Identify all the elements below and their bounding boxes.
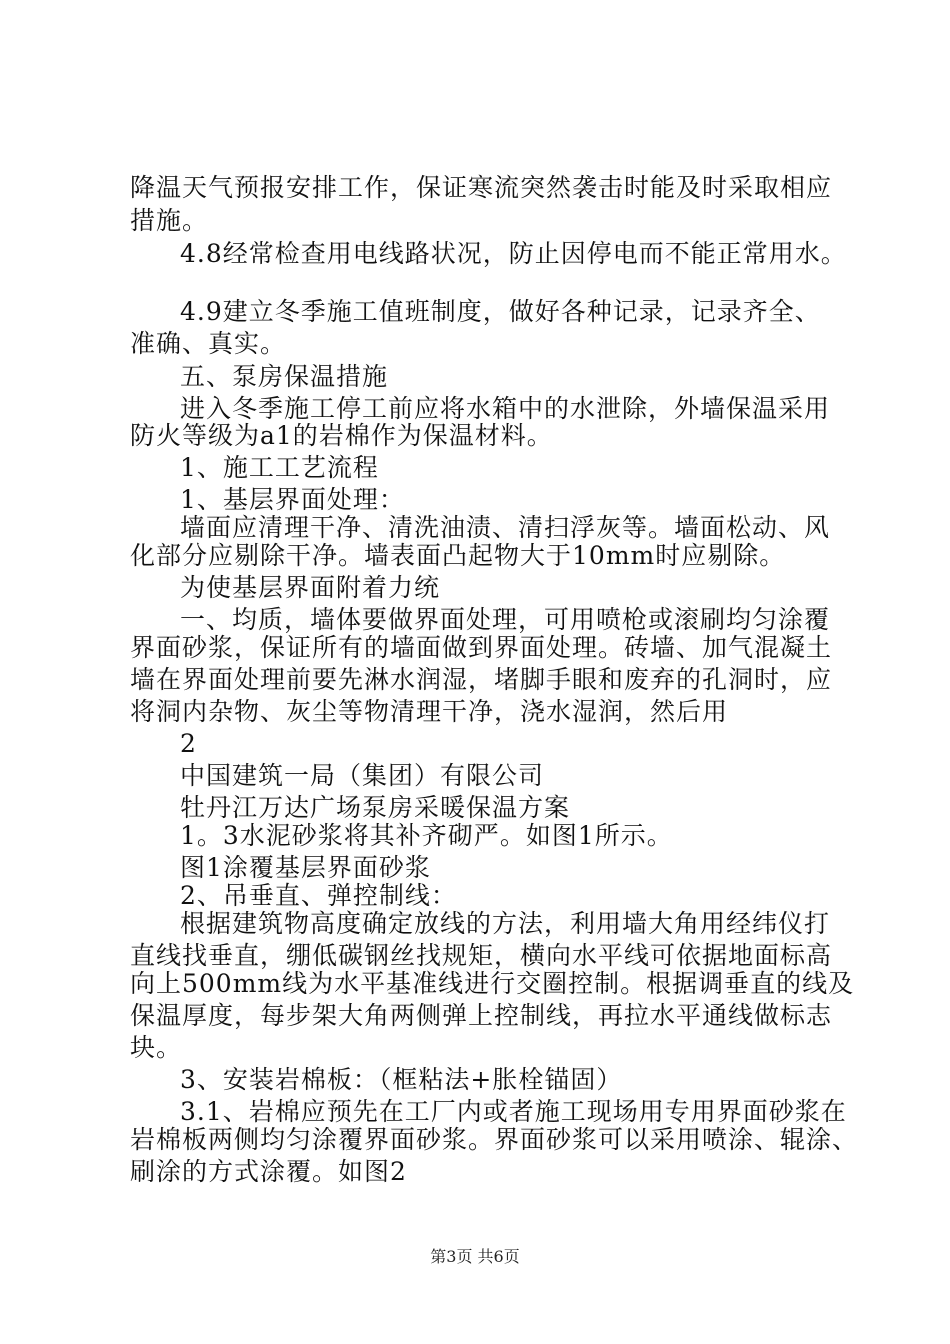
text-line: 进入冬季施工停工前应将水箱中的水泄除，外墙保温采用 xyxy=(180,394,831,423)
text-line: 4.9建立冬季施工值班制度，做好各种记录，记录齐全、 xyxy=(180,297,821,326)
text-line: 1。3水泥砂浆将其补齐砌严。如图1所示。 xyxy=(180,821,673,850)
text-line: 3.1、岩棉应预先在工厂内或者施工现场用专用界面砂浆在 xyxy=(180,1097,847,1126)
text-line: 岩棉板两侧均匀涂覆界面砂浆。界面砂浆可以采用喷涂、辊涂、 xyxy=(130,1125,859,1154)
figure-caption: 图1涂覆基层界面砂浆 xyxy=(180,853,431,882)
section-heading: 五、泵房保温措施 xyxy=(180,362,389,391)
text-line: 块。 xyxy=(130,1033,183,1062)
subsection-heading: 1、基层界面处理： xyxy=(180,485,405,514)
text-line: 保温厚度，每步架大角两侧弹上控制线，再拉水平通线做标志 xyxy=(130,1001,833,1030)
text-line: 将洞内杂物、灰尘等物清理干净，浇水湿润，然后用 xyxy=(130,697,729,726)
text-line: 4.8经常检查用电线路状况，防止因停电而不能正常用水。 xyxy=(180,239,847,268)
subsection-heading: 1、施工工艺流程 xyxy=(180,453,379,482)
text-line: 化部分应剔除干净。墙表面凸起物大于10mm时应剔除。 xyxy=(130,541,786,570)
document-title: 牡丹江万达广场泵房采暖保温方案 xyxy=(180,793,571,822)
text-line: 一、均质，墙体要做界面处理，可用喷枪或滚刷均匀涂覆 xyxy=(180,605,831,634)
text-line: 防火等级为a1的岩棉作为保温材料。 xyxy=(130,421,553,450)
subsection-heading: 2、吊垂直、弹控制线： xyxy=(180,881,457,910)
text-line: 墙面应清理干净、清洗油渍、清扫浮灰等。墙面松动、风 xyxy=(180,513,831,542)
subsection-heading: 3、安装岩棉板：（框粘法+胀栓锚固） xyxy=(180,1065,623,1094)
text-line: 向上500mm线为水平基准线进行交圈控制。根据调垂直的线及 xyxy=(130,969,855,998)
text-line: 降温天气预报安排工作，保证寒流突然袭击时能及时采取相应 xyxy=(130,173,833,202)
text-line: 界面砂浆，保证所有的墙面做到界面处理。砖墙、加气混凝土 xyxy=(130,633,833,662)
company-name: 中国建筑一局（集团）有限公司 xyxy=(180,761,545,790)
page-footer: 第3页 共6页 xyxy=(430,1247,520,1266)
text-line: 刷涂的方式涂覆。如图2 xyxy=(130,1157,407,1186)
text-line: 根据建筑物高度确定放线的方法，利用墙大角用经纬仪打 xyxy=(180,909,831,938)
text-line: 准确、真实。 xyxy=(130,329,287,358)
text-line: 措施。 xyxy=(130,206,209,235)
text-line: 为使基层界面附着力统 xyxy=(180,573,441,602)
text-line: 直线找垂直，绷低碳钢丝找规矩，横向水平线可依据地面标高 xyxy=(130,941,833,970)
page-number-inline: 2 xyxy=(180,729,197,758)
text-line: 墙在界面处理前要先淋水润湿，堵脚手眼和废弃的孔洞时，应 xyxy=(130,665,833,694)
